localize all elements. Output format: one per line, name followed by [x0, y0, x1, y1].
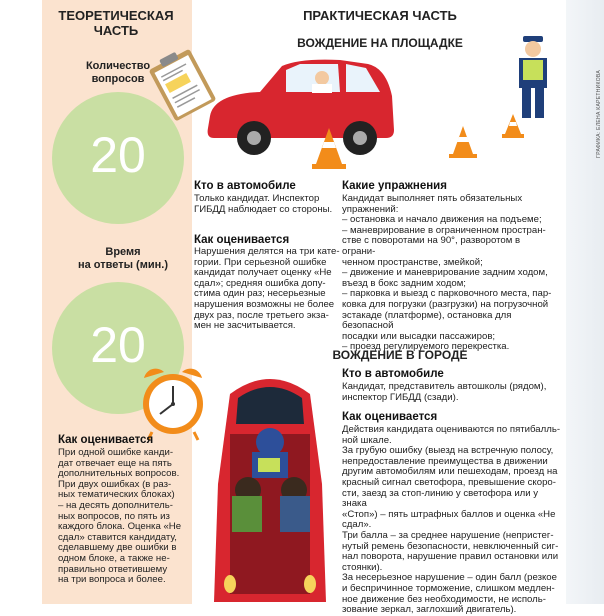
text-line: непредоставление преимущества в движении [342, 455, 548, 467]
time-label-line2: на ответы (мин.) [77, 259, 168, 271]
text-line: посадки или высадки пассажиров; [342, 330, 496, 342]
questions-circle [52, 92, 184, 224]
text-line: – маневрирование в ограниченном простран- [342, 224, 546, 236]
text-line: При одной ошибке канди- [58, 447, 174, 458]
text-line: кандидат получает оценку «Не [194, 267, 332, 279]
text-line: каждого блока. Оценка «Не [58, 521, 182, 533]
site-who-heading: Кто в автомобиле [194, 180, 296, 192]
exercises-heading: Какие упражнения [342, 180, 447, 192]
text-line: въезд в бокс задним ходом; [342, 277, 466, 289]
text-line: мен не засчитывается. [194, 320, 296, 332]
text-line: нарушения возможны не более [194, 298, 335, 310]
traffic-inspector-illustration [510, 36, 556, 122]
theory-eval-text [58, 448, 190, 586]
text-line: За грубую ошибку (выезд на встречную полосу, [342, 445, 554, 457]
text-line: ных вопросов, по пять из [58, 510, 170, 522]
text-line: ное движение без необходимости, не исполь- [342, 593, 546, 605]
text-line: стима один раз; несерьезные [194, 288, 326, 300]
exercises-text [342, 194, 556, 353]
text-line: дат отвечает еще на пять [58, 457, 172, 469]
time-label [58, 246, 188, 272]
theory-title-line2: ЧАСТЬ [93, 23, 139, 38]
questions-label-line2: вопросов [91, 73, 145, 85]
text-line: одном блоке, а также не- [58, 552, 170, 564]
car-top-view-illustration [200, 364, 340, 604]
site-driving-title: ВОЖДЕНИЕ НА ПЛОЩАДКЕ [297, 36, 463, 50]
text-line: ковка для погрузки (разгрузки) на погрузочной [342, 298, 549, 310]
text-line: правильно ответившему [58, 563, 168, 575]
text-line: эстакаде (платформе), остановка для безопасной [342, 309, 512, 332]
time-label-line1: Время [105, 246, 141, 258]
text-line: Действия кандидата оцениваются по пятибалль- [342, 424, 561, 435]
text-line: и беспричинное торможение, слишком медлен- [342, 582, 555, 594]
text-line: сдал»; средняя ошибка допу- [194, 277, 326, 289]
site-eval-heading: Как оценивается [194, 234, 290, 246]
text-line: зование зеркал, заглохший двигатель). [342, 604, 517, 616]
text-line: красный сигнал светофора, превышение скоро- [342, 476, 556, 488]
text-line: стве с поворотами на 90°, разворотом в ограни- [342, 235, 521, 257]
time-minutes: 20 [90, 317, 146, 373]
text-line: – движение и маневрирование задним ходом, [342, 267, 548, 279]
text-line: Кандидат, представитель автошколы (рядом), [342, 381, 547, 392]
text-line: сделавшему две ошибки в [58, 542, 177, 554]
text-line: ной шкале. [342, 434, 392, 446]
questions-label [58, 60, 178, 86]
text-line: «Стоп») – пять штрафных баллов и оценка «Не сдал». [342, 508, 556, 531]
text-line: – остановка и начало движения на подъеме; [342, 214, 542, 226]
text-line: За несерьезное нарушение – один балл (резкое [342, 572, 557, 584]
text-line: гории. При серьезной ошибке [194, 256, 327, 268]
text-line: нал поворота, нарушение правил остановки или [342, 551, 559, 563]
site-eval-text [194, 247, 344, 332]
questions-count: 20 [90, 127, 146, 183]
practice-title: ПРАКТИЧЕСКАЯ ЧАСТЬ [303, 8, 457, 23]
text-line: инспектор ГИБДД (сзади). [342, 391, 459, 403]
city-eval-text [342, 425, 560, 616]
city-eval-heading: Как оценивается [342, 411, 438, 423]
text-line: другим автомобилям или пешеходам, проезд на [342, 466, 558, 478]
city-who-heading: Кто в автомобиле [342, 368, 444, 380]
city-driving-title: ВОЖДЕНИЕ В ГОРОДЕ [332, 348, 468, 362]
text-line: ных тематических блоках) [58, 489, 175, 501]
text-line: упражнений: [342, 203, 399, 215]
text-line: Три балла – за среднее нарушение (непристег- [342, 529, 554, 541]
text-line: нутый ремень безопасности, невключенный сиг- [342, 540, 559, 552]
site-who-text [194, 194, 344, 215]
red-car-illustration [200, 56, 400, 160]
text-line: ченном пространстве, змейкой; [342, 256, 483, 268]
text-line: – проезд регулируемого перекрестка. [342, 341, 510, 353]
city-who-text [342, 382, 556, 403]
text-line: Кандидат выполняет пять обязательных [342, 193, 523, 204]
text-line: двух раз, после третьего экза- [194, 309, 329, 321]
text-line: стоянки). [342, 561, 383, 573]
theory-title [50, 8, 182, 38]
text-line: ГИБДД наблюдает со стороны. [194, 203, 333, 215]
text-line: – на десять дополнитель- [58, 499, 173, 511]
graphics-credit: ГРАФИКА: ЕЛЕНА КАРЕТНИКОВА [596, 70, 602, 158]
theory-title-line1: ТЕОРЕТИЧЕСКАЯ [58, 8, 174, 23]
theory-eval-heading: Как оценивается [58, 434, 154, 446]
text-line: сдал» ставится кандидату, [58, 531, 177, 543]
text-line: – парковка и выезд с парковочного места, пар- [342, 288, 552, 300]
text-line: сти, заезд за стоп-линию у светофора или у знака [342, 487, 539, 510]
traffic-cone-icon [446, 124, 480, 160]
text-line: дополнительных вопросов. [58, 468, 180, 480]
traffic-cone-icon [308, 126, 350, 172]
text-line: Только кандидат. Инспектор [194, 193, 320, 204]
questions-label-line1: Количество [85, 60, 151, 72]
text-line: на три вопроса и более. [58, 574, 166, 586]
text-line: При двух ошибках (в раз- [58, 478, 172, 490]
text-line: Нарушения делятся на три кате- [194, 246, 340, 257]
